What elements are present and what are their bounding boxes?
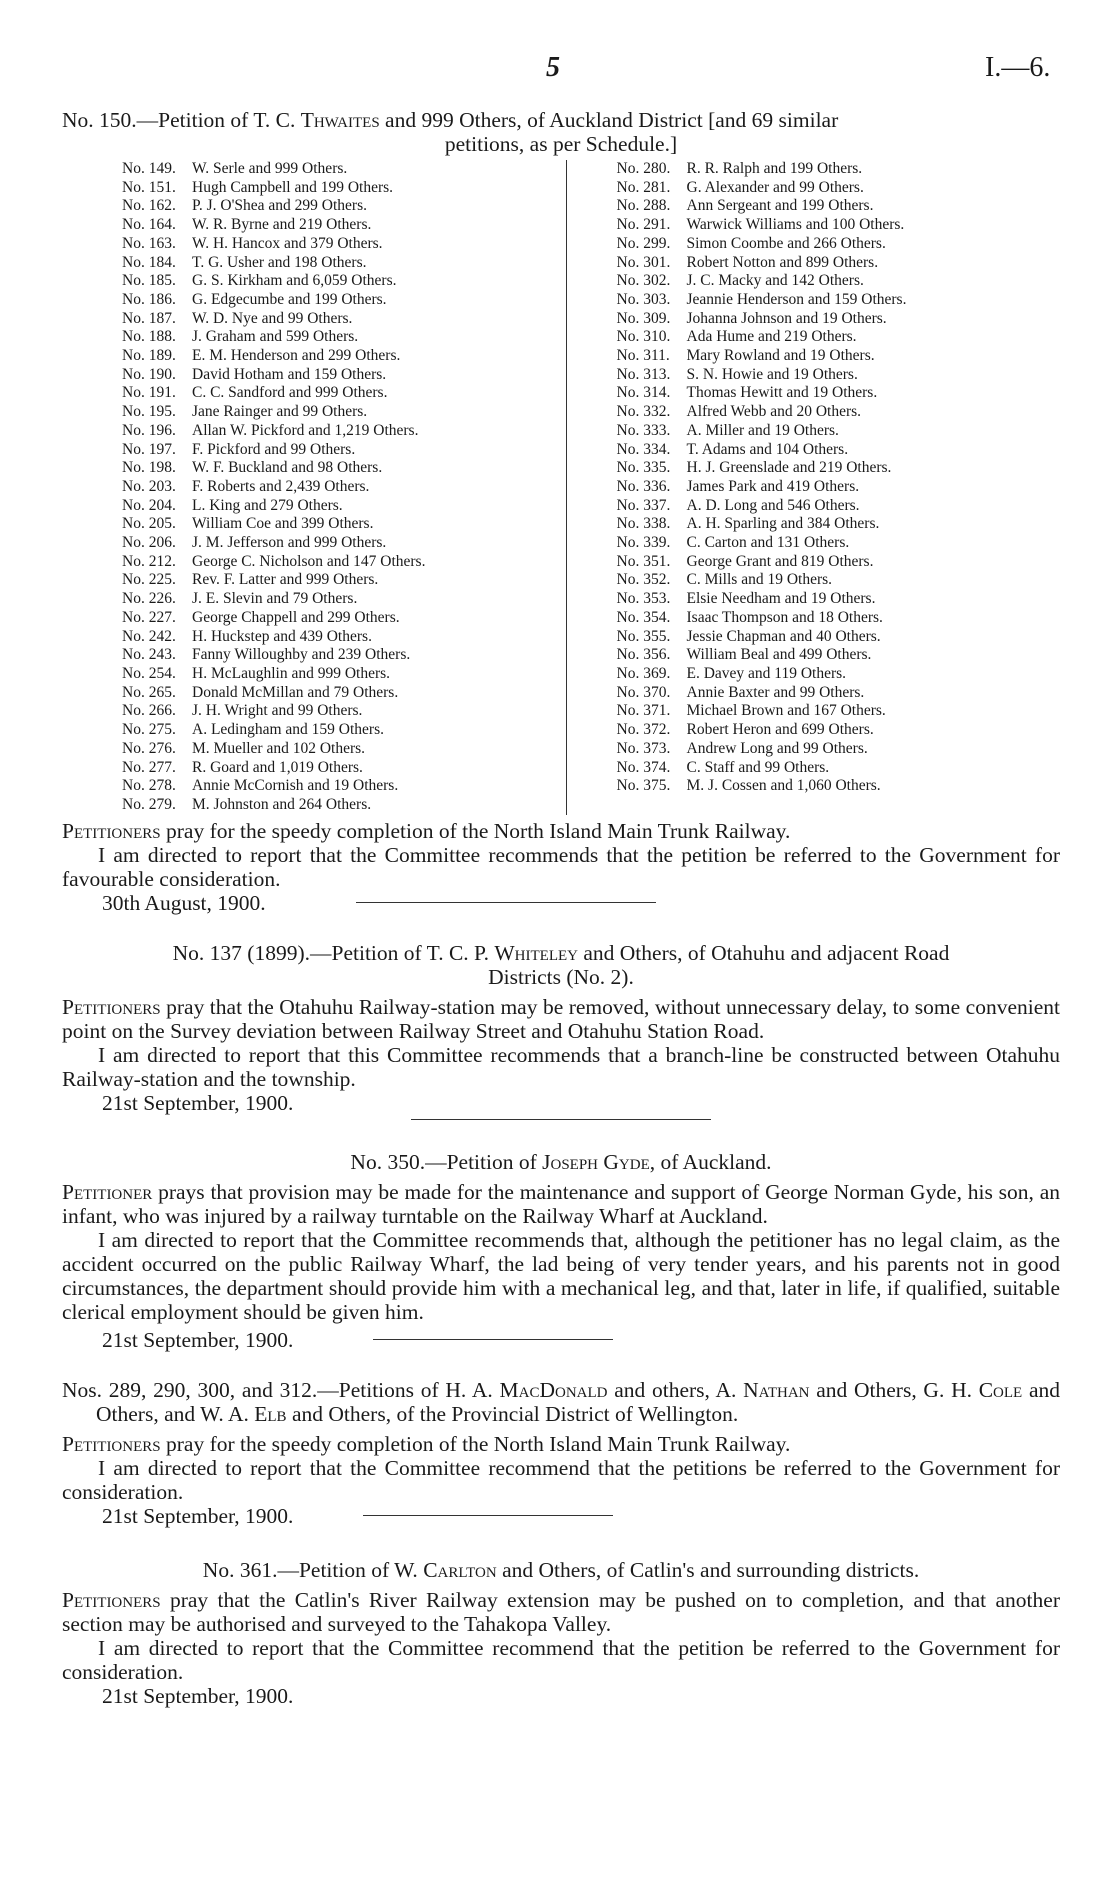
schedule-entry: [122, 179, 566, 198]
report-date: 30th August, 1900.: [102, 890, 266, 915]
schedule-entry-number: No. 226.: [122, 590, 176, 608]
schedule-entry: [122, 459, 566, 478]
schedule-entry-number: No. 279.: [122, 795, 176, 813]
schedule-entry-name: Donald McMillan and 79 Others.: [192, 683, 399, 701]
schedule-entry-name: M. J. Cossen and 1,060 Others.: [686, 777, 881, 795]
schedule-entry: [617, 403, 1061, 422]
petitioner-name: Carlton: [423, 1557, 497, 1582]
schedule-entry: [122, 665, 566, 684]
petition-150: [62, 108, 1060, 915]
schedule-entry-name: Annie Baxter and 99 Others.: [686, 683, 865, 701]
petition-title: No. 361.—Petition of W. Carlton and Others, of Catlin's and surrounding districts.: [202, 1557, 920, 1582]
petition-361: [62, 1558, 1060, 1708]
schedule-entry-name: William Coe and 399 Others.: [192, 515, 374, 533]
schedule-entry-name: Jessie Chapman and 40 Others.: [686, 627, 881, 645]
schedule-entry-name: Jane Rainger and 99 Others.: [192, 403, 368, 421]
report-paragraph: I am directed to report that the Committee recommends that the petition be referred to the Government for favourable consideration.: [62, 842, 1060, 891]
schedule-entry: [122, 740, 566, 759]
schedule-entry-name: Robert Heron and 699 Others.: [686, 721, 874, 739]
schedule-entry-number: No. 310.: [616, 328, 671, 346]
schedule-entry-number: No. 278.: [122, 777, 176, 795]
schedule-entry: [617, 553, 1061, 572]
schedule-entry-number: No. 299.: [616, 234, 671, 252]
schedule-entry-name: H. J. Greenslade and 219 Others.: [686, 459, 892, 477]
schedule-entry-number: No. 335.: [616, 459, 671, 477]
schedule-entry: [617, 759, 1061, 778]
schedule-entry-number: No. 302.: [616, 272, 671, 290]
schedule-entry-number: No. 369.: [616, 664, 671, 682]
schedule-entry-number: No. 303.: [616, 290, 671, 308]
schedule-entry-number: No. 196.: [122, 421, 176, 439]
schedule-entry-number: No. 254.: [122, 664, 176, 682]
schedule-entry-number: No. 149.: [122, 160, 176, 177]
report-date: 21st September, 1900.: [102, 1503, 294, 1528]
schedule-entry: [122, 702, 566, 721]
schedule-entry: [617, 478, 1061, 497]
schedule-entry-name: Ada Hume and 219 Others.: [686, 328, 857, 346]
schedule-entry-number: No. 373.: [616, 739, 671, 757]
schedule-entry-name: L. King and 279 Others.: [192, 496, 343, 514]
schedule-entry-name: C. Staff and 99 Others.: [686, 758, 830, 776]
prayer-paragraph: Petitioners pray that the Catlin's River Railway extension may be pushed on to completion, and that another section may be authorised and surveyed to the Tahakopa Valley.: [62, 1587, 1060, 1636]
schedule-entry-name: H. Huckstep and 439 Others.: [192, 627, 372, 645]
schedule-entry-name: Andrew Long and 99 Others.: [686, 739, 868, 757]
schedule-entry: [122, 272, 566, 291]
schedule-entry-number: No. 276.: [122, 739, 176, 757]
schedule-entry-name: C. C. Sandford and 999 Others.: [192, 384, 388, 402]
schedule-entry-number: No. 162.: [122, 197, 176, 215]
schedule-entry: [122, 759, 566, 778]
schedule-entry: [617, 665, 1061, 684]
schedule-entry-name: W. H. Hancox and 379 Others.: [192, 234, 383, 252]
schedule-entry: [122, 441, 566, 460]
schedule-entry: [122, 216, 566, 235]
schedule-entry-name: R. R. Ralph and 199 Others.: [686, 160, 863, 177]
schedule-entry-number: No. 281.: [616, 178, 671, 196]
petition-title: No. 150.—Petition of T. C. Thwaites and 999 Others, of Auckland District [and 69 similar petitions, as per Schedule.]: [62, 108, 839, 156]
schedule-entry: [617, 702, 1061, 721]
schedule-entry-name: J. E. Slevin and 79 Others.: [192, 590, 358, 608]
schedule-entry-name: Thomas Hewitt and 19 Others.: [686, 384, 878, 402]
schedule-entry: [617, 179, 1061, 198]
schedule-entry: [617, 384, 1061, 403]
schedule-entry: [617, 777, 1061, 796]
schedule-entry-name: William Beal and 499 Others.: [686, 646, 872, 664]
schedule-entry: [122, 796, 566, 815]
petition-title: No. 137 (1899).—Petition of T. C. P. Whiteley and Others, of Otahuhu and adjacent Road Districts (No. 2).: [172, 940, 950, 989]
schedule-entry: [617, 515, 1061, 534]
schedule-entry: [617, 422, 1061, 441]
schedule-entry-number: No. 163.: [122, 234, 176, 252]
schedule-entry-name: A. D. Long and 546 Others.: [686, 496, 860, 514]
schedule-entry-name: Rev. F. Latter and 999 Others.: [192, 571, 379, 589]
schedule-entry: [122, 628, 566, 647]
schedule-entry-name: W. R. Byrne and 219 Others.: [192, 216, 372, 234]
schedule-entry-name: W. F. Buckland and 98 Others.: [192, 459, 383, 477]
schedule-entry-name: C. Carton and 131 Others.: [686, 534, 850, 552]
schedule-entry-name: C. Mills and 19 Others.: [686, 571, 833, 589]
schedule-entry: [617, 216, 1061, 235]
report-date: 21st September, 1900.: [102, 1090, 294, 1115]
schedule-entry: [617, 534, 1061, 553]
schedule-entry-number: No. 355.: [616, 627, 671, 645]
schedule-entry-name: George Chappell and 299 Others.: [192, 608, 400, 626]
schedule-entry-number: No. 332.: [616, 403, 671, 421]
schedule-entry-name: Allan W. Pickford and 1,219 Others.: [192, 421, 419, 439]
schedule-entry-number: No. 203.: [122, 477, 176, 495]
schedule-entry-name: F. Roberts and 2,439 Others.: [192, 477, 370, 495]
schedule-entry: [122, 347, 566, 366]
schedule-entry-number: No. 187.: [122, 309, 176, 327]
schedule-entry-number: No. 186.: [122, 290, 176, 308]
schedule-entry-name: E. M. Henderson and 299 Others.: [192, 347, 401, 365]
schedule-entry: [617, 366, 1061, 385]
schedule-entry-name: George Grant and 819 Others.: [686, 552, 874, 570]
schedule-entry: [617, 235, 1061, 254]
schedule-entry-number: No. 372.: [616, 721, 671, 739]
report-date: 21st September, 1900.: [102, 1683, 294, 1708]
schedule-entry-name: R. Goard and 1,019 Others.: [192, 758, 363, 776]
petition-137: [62, 941, 1060, 1120]
schedule-entry: [122, 777, 566, 796]
petitioner-name: Whiteley: [494, 940, 578, 965]
schedule-entry-number: No. 189.: [122, 347, 176, 365]
prayer-paragraph: Petitioners pray for the speedy completion of the North Island Main Trunk Railway.: [62, 818, 791, 843]
schedule-entry-number: No. 225.: [122, 571, 176, 589]
schedule-entry-name: Johanna Johnson and 19 Others.: [686, 309, 887, 327]
section-divider: [356, 902, 656, 903]
schedule-entry-number: No. 204.: [122, 496, 176, 514]
schedule-column-left: [122, 160, 567, 815]
schedule-entry-number: No. 205.: [122, 515, 176, 533]
schedule-entry: [122, 534, 566, 553]
prayer-paragraph: Petitioners pray for the speedy completion of the North Island Main Trunk Railway.: [62, 1431, 791, 1456]
schedule-entry: [122, 478, 566, 497]
schedule-entry-number: No. 243.: [122, 646, 176, 664]
schedule-entry-number: No. 277.: [122, 758, 176, 776]
schedule-entry-name: Robert Notton and 899 Others.: [686, 253, 879, 271]
schedule-entry: [617, 497, 1061, 516]
schedule-entry-number: No. 212.: [122, 552, 176, 570]
schedule-entry-name: J. M. Jefferson and 999 Others.: [192, 534, 387, 552]
schedule-entry-name: Warwick Williams and 100 Others.: [686, 216, 905, 234]
schedule-entry: [617, 459, 1061, 478]
schedule-entry-name: F. Pickford and 99 Others.: [192, 440, 356, 458]
schedule-entry-name: A. Ledingham and 159 Others.: [192, 721, 384, 739]
schedule-column-right: [567, 160, 1061, 815]
schedule-entry-number: No. 338.: [616, 515, 671, 533]
schedule-entry-number: No. 275.: [122, 721, 176, 739]
schedule-entry-name: H. McLaughlin and 999 Others.: [192, 664, 391, 682]
schedule-entry: [122, 384, 566, 403]
schedule-entry: [122, 235, 566, 254]
schedule-entry-number: No. 206.: [122, 534, 176, 552]
report-paragraph: I am directed to report that the Committee recommend that the petition be referred to the Government for consideration.: [62, 1635, 1060, 1684]
schedule-entry-number: No. 333.: [616, 421, 671, 439]
schedule-entry: [617, 571, 1061, 590]
schedule-entry-number: No. 197.: [122, 440, 176, 458]
report-paragraph: I am directed to report that the Committee recommend that the petitions be referred to the Government for consideration.: [62, 1455, 1060, 1504]
schedule-entry-number: No. 370.: [616, 683, 671, 701]
schedule-entry: [617, 721, 1061, 740]
schedule-entry: [617, 197, 1061, 216]
schedule-entry-number: No. 351.: [616, 552, 671, 570]
schedule-entry: [617, 441, 1061, 460]
petitioner-name: Joseph Gyde: [542, 1149, 650, 1174]
schedule-entry-number: No. 352.: [616, 571, 671, 589]
prayer-paragraph: Petitioner prays that provision may be made for the maintenance and support of George Norman Gyde, his son, an infant, who was injured by a railway turntable on the Railway Wharf at Auckland.: [62, 1179, 1060, 1228]
section-divider: [373, 1339, 613, 1340]
schedule-entry: [122, 160, 566, 179]
schedule-entry-number: No. 198.: [122, 459, 176, 477]
schedule-entry: [617, 272, 1061, 291]
schedule-entry-name: Ann Sergeant and 199 Others.: [686, 197, 874, 215]
schedule-entry-number: No. 195.: [122, 403, 176, 421]
schedule-entry-name: T. G. Usher and 198 Others.: [192, 253, 367, 271]
schedule-entry-name: W. Serle and 999 Others.: [192, 160, 348, 177]
schedule-entry-number: No. 164.: [122, 216, 176, 234]
schedule-entry-number: No. 354.: [616, 608, 671, 626]
schedule-entry: [122, 497, 566, 516]
schedule-entry-name: S. N. Howie and 19 Others.: [686, 365, 858, 383]
schedule-entry-name: G. Alexander and 99 Others.: [686, 178, 864, 196]
schedule-entry: [617, 328, 1061, 347]
schedule-entry-name: M. Johnston and 264 Others.: [192, 795, 372, 813]
schedule-entry-number: No. 301.: [616, 253, 671, 271]
schedule-entry-number: No. 353.: [616, 590, 671, 608]
schedule-entry-name: Simon Coombe and 266 Others.: [686, 234, 886, 252]
schedule-entry-number: No. 371.: [616, 702, 671, 720]
schedule-entry: [122, 328, 566, 347]
schedule-entry-name: G. Edgecumbe and 199 Others.: [192, 290, 387, 308]
petition-289-290-300-312: [62, 1378, 1060, 1528]
schedule-entry-number: No. 288.: [616, 197, 671, 215]
schedule-entry-name: J. C. Macky and 142 Others.: [686, 272, 864, 290]
schedule-entry-name: Hugh Campbell and 199 Others.: [192, 178, 394, 196]
schedule-entry: [122, 590, 566, 609]
schedule-entry-number: No. 188.: [122, 328, 176, 346]
schedule-entry-name: Annie McCornish and 19 Others.: [192, 777, 399, 795]
schedule-entry-number: No. 374.: [616, 758, 671, 776]
schedule-entry: [122, 291, 566, 310]
petitioner-name: Thwaites: [300, 108, 380, 132]
schedule-entry-number: No. 313.: [616, 365, 671, 383]
schedule-entry-name: J. H. Wright and 99 Others.: [192, 702, 363, 720]
schedule-entry-number: No. 311.: [616, 347, 670, 365]
schedule-entry: [617, 740, 1061, 759]
schedule-entry-number: No. 185.: [122, 272, 176, 290]
schedule-entry-name: T. Adams and 104 Others.: [686, 440, 849, 458]
schedule-entry: [617, 160, 1061, 179]
schedule-entry: [122, 366, 566, 385]
schedule-entry-number: No. 266.: [122, 702, 176, 720]
schedule-entry: [617, 609, 1061, 628]
report-paragraph: I am directed to report that the Committee recommends that, although the petitioner has no legal claim, as the accident occurred on the public Railway Wharf, the lad being of very tender years, and his parents not in good circumstances, the department should provide him with a mechanical leg, and that, later in life, if qualified, suitable clerical employment should be given him.: [62, 1227, 1060, 1324]
schedule-entry: [122, 403, 566, 422]
schedule-entry: [122, 684, 566, 703]
petition-350: [62, 1150, 1060, 1352]
schedule-entry-name: G. S. Kirkham and 6,059 Others.: [192, 272, 397, 290]
schedule-entry: [617, 684, 1061, 703]
page-number: 5: [546, 52, 560, 83]
schedule-entry: [122, 571, 566, 590]
document-body: [62, 108, 1060, 1708]
schedule-entry-name: James Park and 419 Others.: [686, 477, 860, 495]
schedule-entry-name: W. D. Nye and 99 Others.: [192, 309, 353, 327]
schedule-entry: [617, 347, 1061, 366]
schedule-entry-name: P. J. O'Shea and 299 Others.: [192, 197, 368, 215]
schedule-entry-name: A. H. Sparling and 384 Others.: [686, 515, 880, 533]
schedule-entry-name: George C. Nicholson and 147 Others.: [192, 552, 426, 570]
schedule-entry: [617, 628, 1061, 647]
schedule-entry-name: David Hotham and 159 Others.: [192, 365, 387, 383]
schedule-entry-number: No. 227.: [122, 608, 176, 626]
schedule-entry-number: No. 309.: [616, 309, 671, 327]
schedule-entry-name: E. Davey and 119 Others.: [686, 664, 847, 682]
schedule-entry-number: No. 184.: [122, 253, 176, 271]
petition-title: No. 350.—Petition of Joseph Gyde, of Auckland.: [350, 1149, 772, 1174]
schedule-entry-number: No. 336.: [616, 477, 671, 495]
schedule-entry: [122, 609, 566, 628]
schedule-entry-number: No. 265.: [122, 683, 176, 701]
schedule-entry: [122, 553, 566, 572]
schedule-entry-name: Isaac Thompson and 18 Others.: [686, 608, 883, 626]
schedule-entry-number: No. 314.: [616, 384, 671, 402]
schedule-entry: [617, 590, 1061, 609]
schedule-entry-name: Jeannie Henderson and 159 Others.: [686, 290, 907, 308]
schedule-entry-number: No. 242.: [122, 627, 176, 645]
schedule-entry-name: A. Miller and 19 Others.: [686, 421, 839, 439]
schedule-entry-name: Alfred Webb and 20 Others.: [686, 403, 862, 421]
schedule-entry-number: No. 280.: [616, 160, 671, 177]
schedule-entry-number: No. 334.: [616, 440, 671, 458]
schedule-entry-name: Michael Brown and 167 Others.: [686, 702, 886, 720]
schedule-entry: [617, 646, 1061, 665]
schedule-entry-number: No. 190.: [122, 365, 176, 383]
schedule-entry: [122, 254, 566, 273]
schedule-entry-number: No. 375.: [616, 777, 671, 795]
schedule-entry-name: M. Mueller and 102 Others.: [192, 739, 366, 757]
report-paragraph: I am directed to report that this Committee recommends that a branch-line be constructed between Otahuhu Railway-station and the township.: [62, 1042, 1060, 1091]
section-divider: [363, 1515, 613, 1516]
prayer-paragraph: Petitioners pray that the Otahuhu Railway-station may be removed, without unnecessary delay, to some convenient point on the Survey deviation between Railway Street and Otahuhu Station Road.: [62, 994, 1060, 1043]
schedule-entry: [122, 646, 566, 665]
schedule-entry: [122, 422, 566, 441]
schedule-entry-name: J. Graham and 599 Others.: [192, 328, 359, 346]
schedule-entry-number: No. 339.: [616, 534, 671, 552]
schedule-entry: [122, 310, 566, 329]
schedule-entry-number: No. 337.: [616, 496, 671, 514]
schedule-entry-number: No. 356.: [616, 646, 671, 664]
schedule-entry: [122, 515, 566, 534]
document-code: I.—6.: [985, 52, 1051, 83]
schedule-entry-name: Elsie Needham and 19 Others.: [686, 590, 876, 608]
schedule-entry: [617, 254, 1061, 273]
schedule-entry-number: No. 291.: [616, 216, 671, 234]
report-date: 21st September, 1900.: [102, 1327, 294, 1352]
schedule-entry-name: Fanny Willoughby and 239 Others.: [192, 646, 411, 664]
schedule-entry: [122, 197, 566, 216]
schedule-entry: [122, 721, 566, 740]
schedule-list: [122, 160, 1060, 815]
schedule-entry-name: Mary Rowland and 19 Others.: [686, 347, 875, 365]
petition-title: Nos. 289, 290, 300, and 312.—Petitions of H. A. MacDonald and others, A. Nathan and Others, G. H. Cole and Others, and W. A. Elb and Others, of the Provincial District of Wellington.: [62, 1377, 1060, 1426]
schedule-entry: [617, 291, 1061, 310]
schedule-entry-number: No. 191.: [122, 384, 176, 402]
schedule-entry-number: No. 151.: [122, 178, 176, 196]
schedule-entry: [617, 310, 1061, 329]
